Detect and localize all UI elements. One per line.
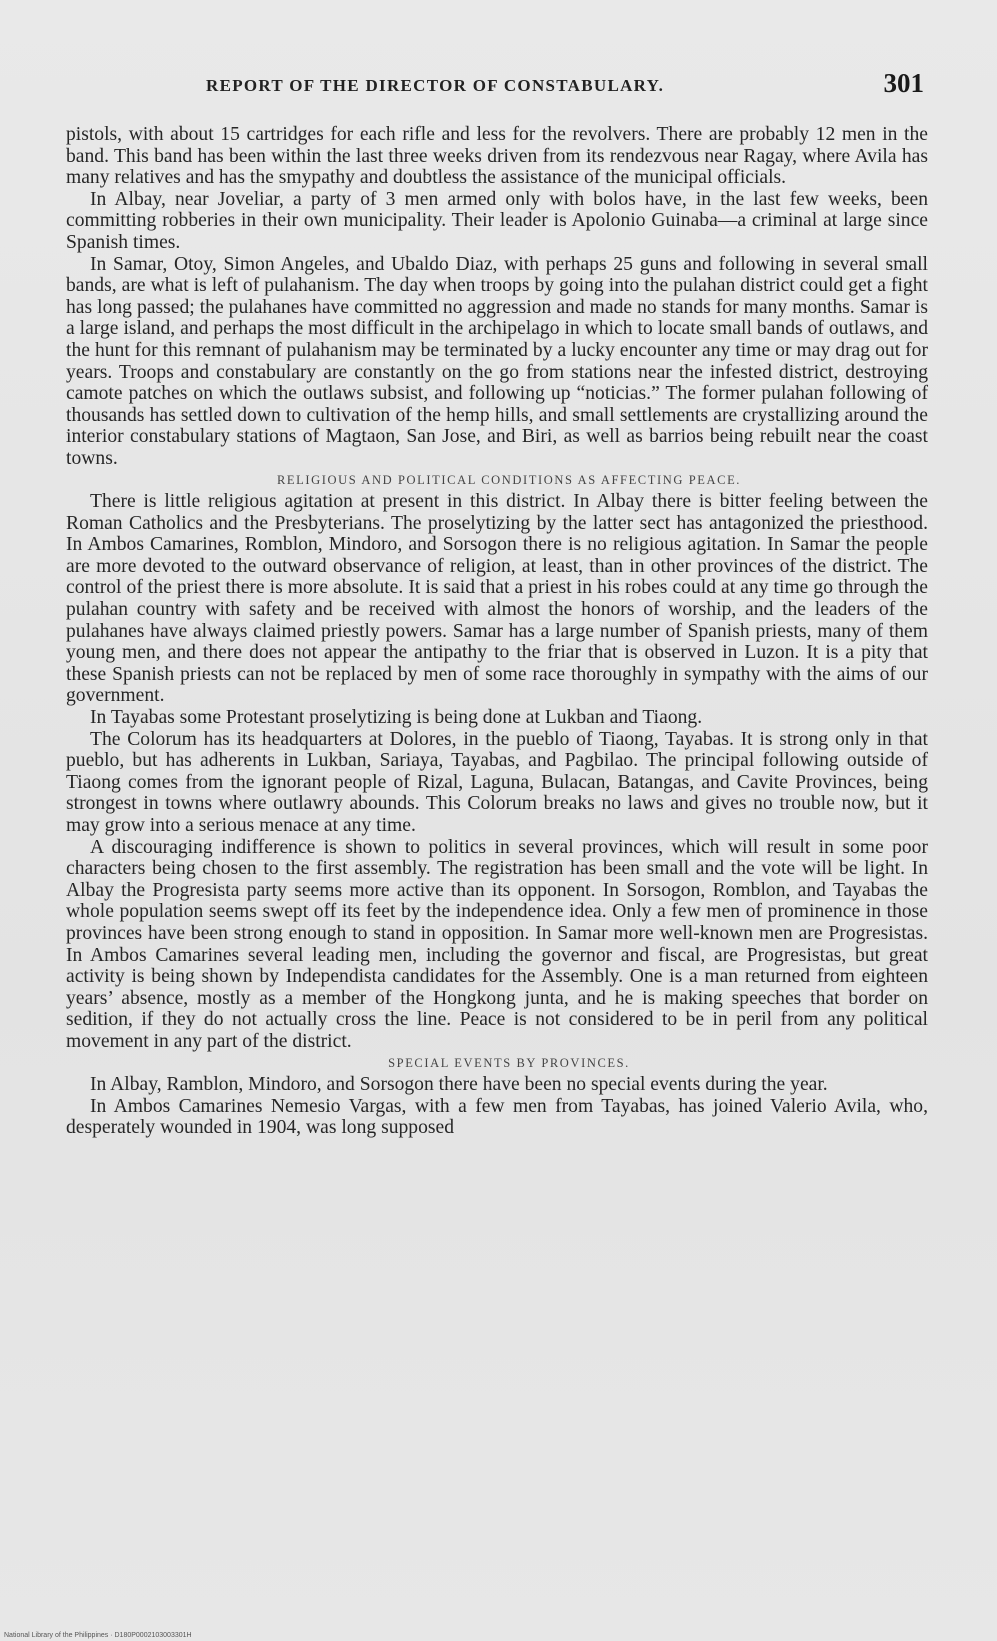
paragraph: There is little religious agitation at present in this district. In Albay there is bitter feeling between the Roman Catholics and the Presbyterians. The proselytizing by the latter sect has antagonized the priesthood. In Ambos Camarines, Romblon, Mindoro, and Sorsogon there is no religious agitation. In Samar the people are more devoted to the outward observance of religion, at least, than in other provinces of the district. The control of the priest there is more absolute. It is said that a priest in his robes could at any time go through the pulahan country with safety and be received with almost the honors of worship, and the leaders of the pulahanes have always claimed priestly powers. Samar has a large number of Spanish priests, many of them young men, and there does not appear the antipathy to the friar that is observed in Luzon. It is a pity that these Spanish priests can not be replaced by men of some race thoroughly in sympathy with the aims of our government.	[66, 491, 928, 707]
paragraph: In Ambos Camarines Nemesio Vargas, with a few men from Tayabas, has joined Valerio Avila, who, desperately wounded in 1904, was long supposed	[66, 1095, 928, 1139]
running-head: REPORT OF THE DIRECTOR OF CONSTABULARY.	[206, 76, 665, 95]
scan-credit: National Library of the Philippines · D180P0002103003301H	[4, 1632, 192, 1639]
paragraph: In Albay, near Joveliar, a party of 3 men armed only with bolos have, in the last few weeks, been committing robberies in their own municipality. Their leader is Apolonio Guinaba—a criminal at large since Spanish times.	[66, 188, 928, 253]
paragraph: The Colorum has its headquarters at Dolores, in the pueblo of Tiaong, Tayabas. It is strong only in that pueblo, but has adherents in Lukban, Sariaya, Tayabas, and Pagbilao. The principal following outside of Tiaong comes from the ignorant people of Rizal, Laguna, Bulacan, Batangas, and Cavite Provinces, being strongest in towns where outlawry abounds. This Colorum breaks no laws and gives no trouble now, but it may grow into a serious menace at any time.	[66, 728, 928, 836]
paragraph: pistols, with about 15 cartridges for each rifle and less for the revolvers. There are probably 12 men in the band. This band has been within the last three weeks driven from its rendezvous near Ragay, where Avila has many relatives and has the smypathy and doubtless the assistance of the municipal officials.	[66, 124, 928, 189]
section-heading: RELIGIOUS AND POLITICAL CONDITIONS AS AFFECTING PEACE.	[276, 472, 742, 487]
paragraph: In Samar, Otoy, Simon Angeles, and Ubaldo Diaz, with perhaps 25 guns and following in several small bands, are what is left of pulahanism. The day when troops by going into the pulahan district could get a fight has long passed; the pulahanes have committed no aggression and made no stands for many months. Samar is a large island, and perhaps the most difficult in the archipelago in which to locate small bands of outlaws, and the hunt for this remnant of pulahanism may be terminated by a lucky encounter any time or may drag out for years. Troops and constabulary are constantly on the go from stations near the infested district, destroying camote patches on which the outlaws subsist, and following up “noticias.” The former pulahan following of thousands has settled down to cultivation of the hemp hills, and small settlements are crystallizing around the interior constabulary stations of Magtaon, San Jose, and Biri, as well as barrios being rebuilt near the coast towns.	[66, 253, 928, 469]
paragraph: In Albay, Ramblon, Mindoro, and Sorsogon there have been no special events during the year.	[90, 1074, 828, 1096]
body-text	[66, 124, 928, 1139]
paragraph: In Tayabas some Protestant proselytizing is being done at Lukban and Tiaong.	[90, 707, 703, 729]
paragraph: A discouraging indifference is shown to politics in several provinces, which will result in some poor characters being chosen to the first assembly. The registration has been small and the vote will be light. In Albay the Progresista party seems more active than its opponent. In Sorsogon, Romblon, and Tayabas the whole population seems swept off its feet by the independence idea. Only a few men of prominence in those provinces have been strong enough to stand in opposition. In Samar more well-known men are Progresistas. In Ambos Camarines several leading men, including the governor and fiscal, are Progresistas, but great activity is being shown by Independista candidates for the Assembly. One is a man returned from eighteen years’ absence, mostly as a member of the Hongkong junta, and he is making speeches that border on sedition, if they do not actually cross the line. Peace is not considered to be in peril from any political movement in any part of the district.	[66, 836, 928, 1052]
section-heading: SPECIAL EVENTS BY PROVINCES.	[388, 1055, 630, 1070]
page-number: 301	[883, 68, 924, 98]
page-header	[196, 68, 936, 108]
